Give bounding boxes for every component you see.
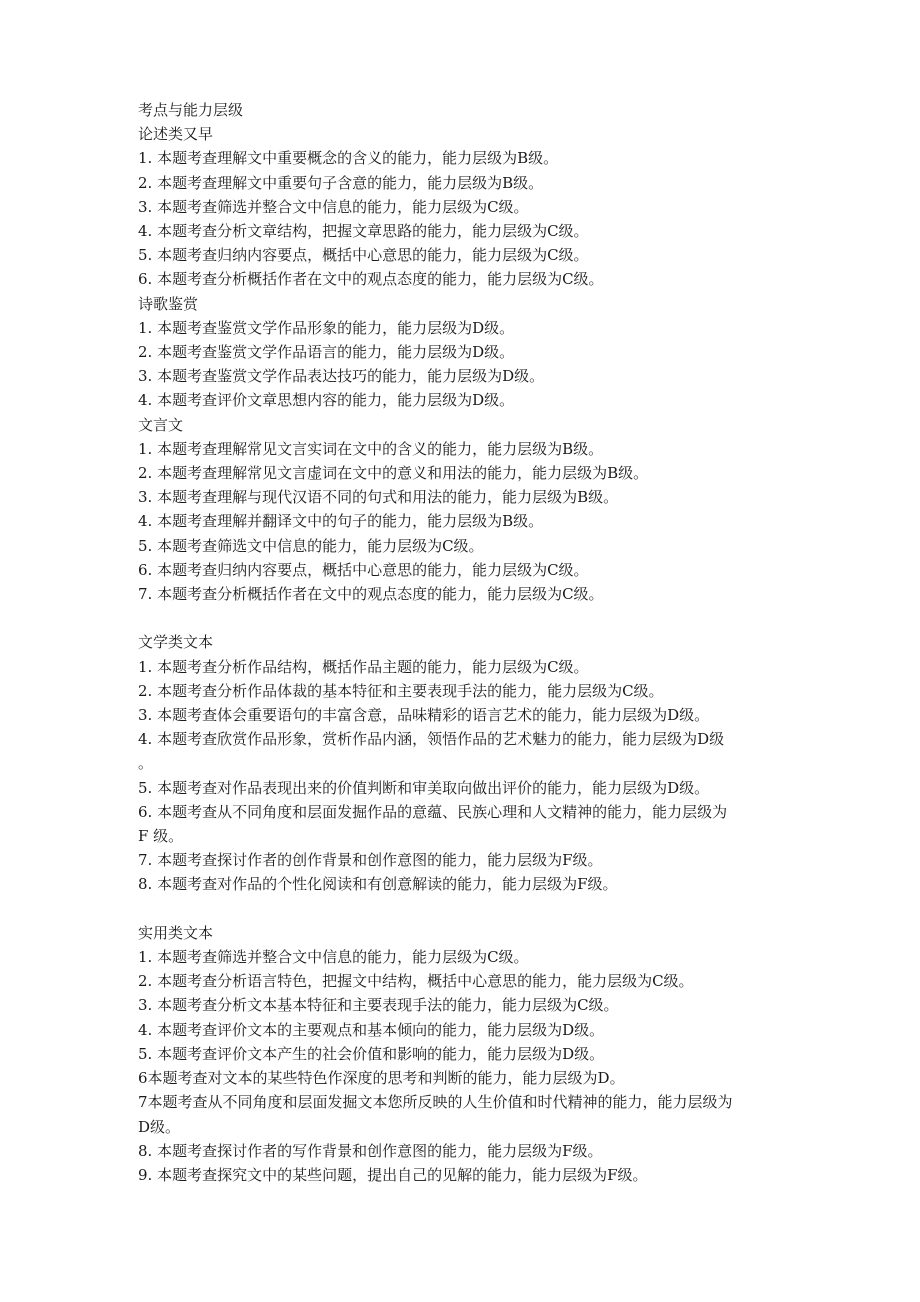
list-item: 2. 本题考查鉴赏文学作品语言的能力，能力层级为D级。 xyxy=(138,343,515,362)
list-item: 5. 本题考查归纳内容要点，概括中心意思的能力，能力层级为C级。 xyxy=(138,246,589,265)
list-item: 4. 本题考查评价文章思想内容的能力，能力层级为D级。 xyxy=(138,391,515,410)
list-item: 8. 本题考查对作品的个性化阅读和有创意解读的能力，能力层级为F级。 xyxy=(138,875,618,894)
list-item: 2. 本题考查分析作品体裁的基本特征和主要表现手法的能力，能力层级为C级。 xyxy=(138,681,664,700)
list-item: 6. 本题考查归纳内容要点，概括中心意思的能力，能力层级为C级。 xyxy=(138,560,589,579)
item-list xyxy=(138,316,798,413)
list-item: 4. 本题考查评价文本的主要观点和基本倾向的能力，能力层级为D级。 xyxy=(138,1020,605,1039)
list-item: 7本题考查从不同角度和层面发掘文本您所反映的人生价值和时代精神的能力，能力层级为 xyxy=(138,1093,733,1112)
list-item: 4. 本题考查欣赏作品形象，赏析作品内涵，领悟作品的艺术魅力的能力，能力层级为D级 xyxy=(138,730,725,749)
list-item: 4. 本题考查理解并翻译文中的句子的能力，能力层级为B级。 xyxy=(138,512,544,531)
list-item: 2. 本题考查理解常见文言虚词在文中的意义和用法的能力，能力层级为B级。 xyxy=(138,464,649,483)
section-argumentative xyxy=(138,122,798,291)
list-item-continuation: D级。 xyxy=(138,1117,181,1136)
list-item: 7. 本题考查分析概括作者在文中的观点态度的能力，能力层级为C级。 xyxy=(138,585,604,604)
list-item: 8. 本题考查探讨作者的写作背景和创作意图的能力，能力层级为F级。 xyxy=(138,1141,603,1160)
section-literary-text xyxy=(138,630,798,896)
document-title: 考点与能力层级 xyxy=(138,101,244,119)
section-heading: 文学类文本 xyxy=(138,633,214,652)
list-item-continuation: F 级。 xyxy=(138,827,184,846)
list-item: 2. 本题考查理解文中重要句子含意的能力，能力层级为B级。 xyxy=(138,173,544,192)
blank-line xyxy=(138,897,798,921)
item-list xyxy=(138,146,798,291)
document-page xyxy=(138,98,798,1187)
item-list xyxy=(138,437,798,606)
section-classical-chinese xyxy=(138,413,798,607)
list-item: 7. 本题考查探讨作者的创作背景和创作意图的能力，能力层级为F级。 xyxy=(138,851,603,870)
list-item: 3. 本题考查筛选并整合文中信息的能力，能力层级为C级。 xyxy=(138,197,529,216)
list-item: 1. 本题考查筛选并整合文中信息的能力，能力层级为C级。 xyxy=(138,948,529,967)
list-item: 3. 本题考查鉴赏文学作品表达技巧的能力，能力层级为D级。 xyxy=(138,367,545,386)
list-item-continuation: 。 xyxy=(138,754,154,773)
list-item: 5. 本题考查筛选文中信息的能力，能力层级为C级。 xyxy=(138,536,484,555)
list-item: 9. 本题考查探究文中的某些问题，提出自己的见解的能力，能力层级为F级。 xyxy=(138,1165,648,1184)
blank-line xyxy=(138,606,798,630)
list-item: 5. 本题考查对作品表现出来的价值判断和审美取向做出评价的能力，能力层级为D级。 xyxy=(138,778,710,797)
list-item: 6. 本题考查从不同角度和层面发掘作品的意蕴、民族心理和人文精神的能力，能力层级为 xyxy=(138,802,728,821)
item-list xyxy=(138,945,798,1187)
item-list xyxy=(138,655,798,897)
list-item: 4. 本题考查分析文章结构，把握文章思路的能力，能力层级为C级。 xyxy=(138,222,589,241)
section-heading: 诗歌鉴赏 xyxy=(138,294,199,313)
section-heading: 论述类又早 xyxy=(138,125,214,144)
list-item: 1. 本题考查理解常见文言实词在文中的含义的能力，能力层级为B级。 xyxy=(138,439,604,458)
list-item: 2. 本题考查分析语言特色，把握文中结构，概括中心意思的能力，能力层级为C级。 xyxy=(138,972,694,991)
section-heading: 文言文 xyxy=(138,415,184,434)
section-poetry xyxy=(138,292,798,413)
list-item: 3. 本题考查体会重要语句的丰富含意，品味精彩的语言艺术的能力，能力层级为D级。 xyxy=(138,706,710,725)
list-item: 6. 本题考查分析概括作者在文中的观点态度的能力，能力层级为C级。 xyxy=(138,270,604,289)
section-heading: 实用类文本 xyxy=(138,923,214,942)
list-item: 5. 本题考查评价文本产生的社会价值和影响的能力，能力层级为D级。 xyxy=(138,1044,605,1063)
list-item: 3. 本题考查分析文本基本特征和主要表现手法的能力，能力层级为C级。 xyxy=(138,996,619,1015)
list-item: 3. 本题考查理解与现代汉语不同的句式和用法的能力，能力层级为B级。 xyxy=(138,488,619,507)
list-item: 1. 本题考查理解文中重要概念的含义的能力，能力层级为B级。 xyxy=(138,149,559,168)
list-item: 1. 本题考查鉴赏文学作品形象的能力，能力层级为D级。 xyxy=(138,318,515,337)
section-practical-text xyxy=(138,921,798,1187)
list-item: 6本题考查对文本的某些特色作深度的思考和判断的能力，能力层级为D。 xyxy=(138,1069,625,1088)
list-item: 1. 本题考查分析作品结构，概括作品主题的能力，能力层级为C级。 xyxy=(138,657,589,676)
